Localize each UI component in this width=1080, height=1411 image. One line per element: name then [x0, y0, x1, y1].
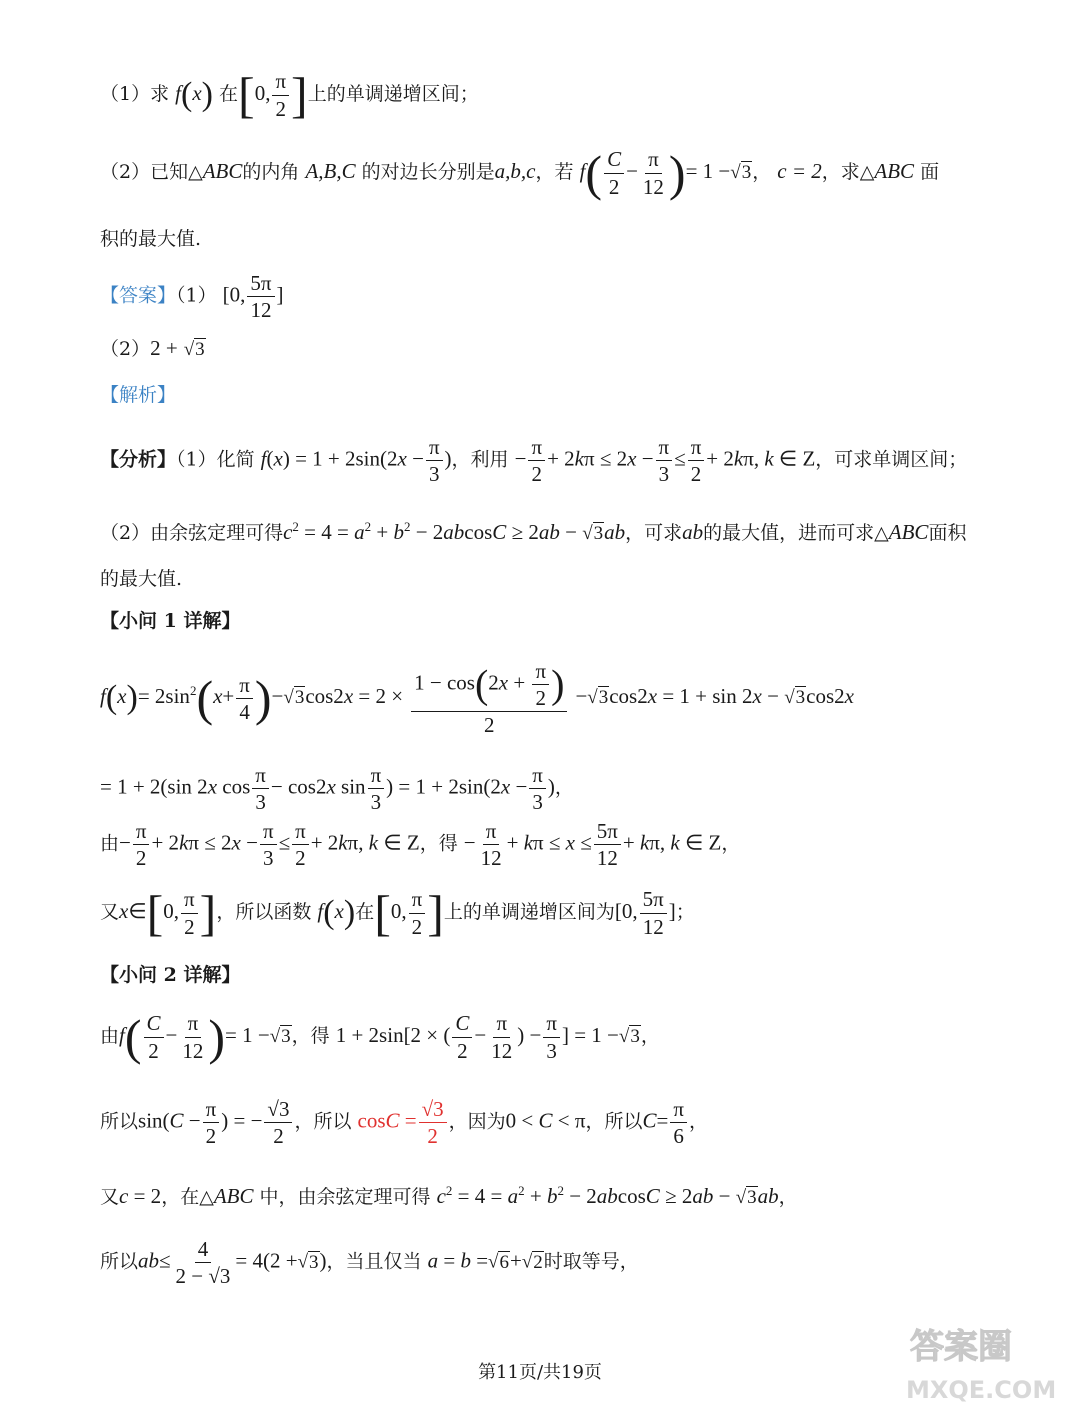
analysis-line-2: （2）由余弦定理可得$c^2 = 4 = a^2 + b^2 - 2abcosC \ge 2ab - √3ab$，可求ab的最大值，进而可求△ABC面积	[100, 519, 967, 544]
solution-1-line-3: 由− $\frac{\pi}{2}$ + 2kπ ≤ 2x − $\frac{\pi}{3}$ ≤ $\frac{\pi}{2}$ + 2kπ, k ∈ Z，得 − $\frac{\pi}{12}$ + kπ ≤ x ≤ $\frac{5\pi}{12}$ + kπ, k ∈ Z，	[100, 819, 741, 871]
subquestion-2-tag: 【小问 2 详解】	[100, 964, 241, 986]
analysis-line-1: 【分析】（1）化简 f(x) = 1 + 2sin(2x − $\frac{\pi}{3}$ )，利用 − $\frac{\pi}{2}$ + 2kπ ≤ 2x − $\frac{\pi}{3}$ ≤ $\frac{\pi}{2}$ + 2kπ, k ∈ Z，可求单调区间；	[100, 435, 968, 487]
solution-1-line-4: 又x∈[0, $\frac{\pi}{2}$ ]，所以函数 f(x)在[0, $\frac{\pi}{2}$ ]上的单调递增区间为[0, $\frac{5\pi}{12}$ ]；	[100, 885, 695, 941]
watermark-logo-icon	[900, 1318, 1070, 1408]
question-1: （1）求 f(x) 在[0, $\frac{\pi}{2}$ ]上的单调递增区间；	[100, 67, 479, 123]
svg-text:MXQE.COM: MXQE.COM	[906, 1376, 1057, 1404]
page-footer: 第11页/共19页	[478, 1362, 602, 1383]
question-2: （2）已知△ABC的内角 A,B,C 的对边长分别是a,b,c，若 f( $\frac{C}{2}$ − $\frac{\pi}{12}$ )= 1 −√3， c = 2，求△ABC 面	[100, 145, 940, 201]
svg-text:答案圈: 答案圈	[910, 1327, 1012, 1367]
question-2-cont: 积的最大值.	[100, 228, 202, 250]
answer-2: （2）2 + √3	[100, 336, 205, 360]
solution-2-line-1: 由f( $\frac{C}{2}$ − $\frac{\pi}{12}$ )= 1 −√3，得 1 + 2sin[2 × ( $\frac{C}{2}$ − $\frac{\pi}{12}$ ) − $\frac{\pi}{3}$ ] = 1 −√3，	[100, 1009, 660, 1065]
analysis-tag: 【解析】	[100, 384, 177, 406]
answer-1: 【答案】（1） [0, $\frac{5\pi}{12}$ ]	[100, 271, 284, 323]
solution-2-line-3: 又c = 2，在△ABC 中，由余弦定理可得 $c^2 = 4 = a^2 + b^2 - 2abcosC \ge 2ab - √3ab$，	[100, 1183, 798, 1208]
analysis-line-3: 的最大值.	[100, 568, 183, 590]
solution-2-line-2: 所以sin(C − $\frac{\pi}{2}$ ) = − $\frac{√3}{2}$ ，所以 cosC = $\frac{√3}{2}$ ，因为0 < C < π，所以C= $\frac{\pi}{6}$ ，	[100, 1097, 708, 1149]
solution-1-line-2: = 1 + 2(sin 2x cos $\frac{\pi}{3}$ − cos2x sin $\frac{\pi}{3}$ ) = 1 + 2sin(2x − $\frac{\pi}{3}$ )，	[100, 763, 574, 815]
solution-1-line-1: $f(x)= 2\sin^2(x+$ $\frac{\pi}{4}$ )−√3cos2x = 2 × 1 − cos(2x + $\frac{\pi}{2}$ ) 2 −√3cos2x = 1 + sin 2x − √3cos2x	[100, 659, 854, 738]
subquestion-1-tag: 【小问 1 详解】	[100, 610, 241, 632]
solution-2-line-4: 所以ab≤ $\frac{4}{2 - √3}$ = 4(2 +√3)，当且仅当 a = b =√6+√2时取等号，	[100, 1237, 639, 1289]
